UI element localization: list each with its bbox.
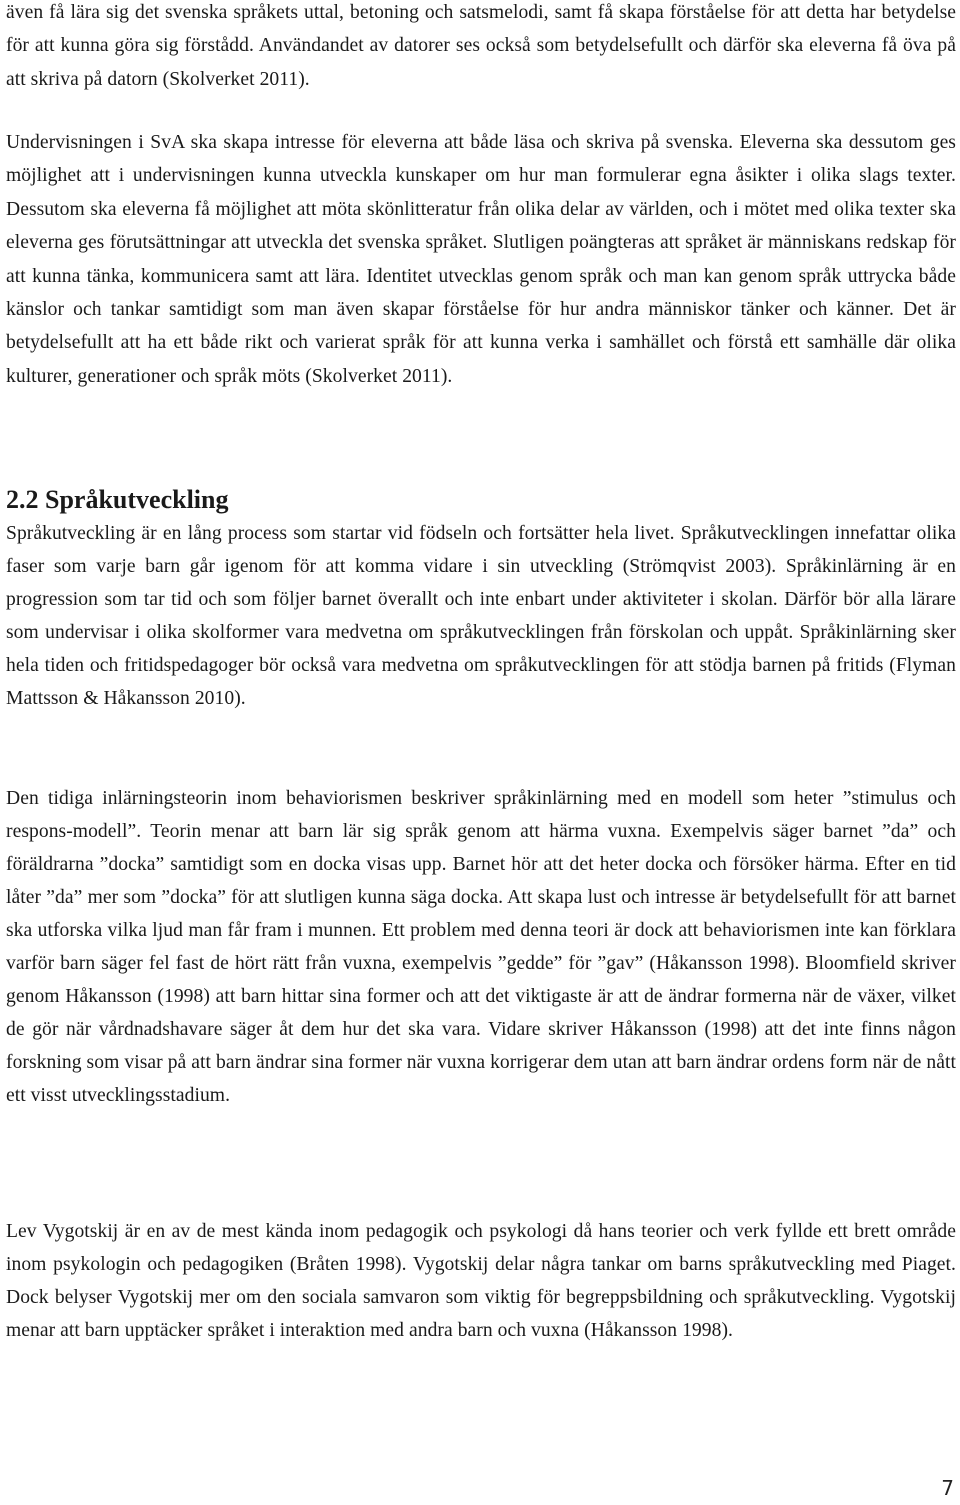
paragraph-vygotskij: Lev Vygotskij är en av de mest kända inom pedagogik och psykologi då hans teorier och verk fyllde ett brett område inom psykologin och pedagogiken (Bråten 1998). Vygotskij delar några tankar om barns språkutveckling med Piaget. Dock belyser Vygotskij mer om den sociala samvaron som viktig för begreppsbildning och språkutveckling. Vygotskij menar att barn upptäcker språket i interaktion med andra barn och vuxna (Håkansson 1998).: [6, 1221, 956, 1341]
paragraph-intro-continuation: även få lära sig det svenska språkets uttal, betoning och satsmelodi, samt få skapa förståelse för att detta har betydelse för att kunna göra sig förstådd. Användandet av datorer ses också som betydelsefullt och därför ska eleverna få öva på att skriva på datorn (Skolverket 2011).: [6, 2, 956, 90]
paragraph-sva-teaching: Undervisningen i SvA ska skapa intresse för eleverna att både läsa och skriva på svenska. Eleverna ska dessutom ges möjlighet att i undervisningen kunna utveckla kunskaper om hur man formulerar egna åsikter i olika slags texter. Dessutom ska eleverna få möjlighet att möta skönlitteratur från olika delar av världen, och i mötet med olika texter ska eleverna ges förutsättningar att utveckla det svenska språket. Slutligen poängteras att språket är människans redskap för att kunna tänka, kommunicera samt att lära. Identitet utvecklas genom språk och man kan genom språk uttrycka både känslor och tankar samtidigt som man även skapar förståelse för hur andra människor tänker och känner. Det är betydelsefullt att ha ett både rikt och varierat språk för att kunna verka i samhället och förstå ett samhälle där olika kulturer, generationer och språk möts (Skolverket 2011).: [6, 132, 956, 387]
page-number: 7: [941, 1476, 954, 1500]
paragraph-behaviorism: Den tidiga inlärningsteorin inom behaviorismen beskriver språkinlärning med en modell som heter ”stimulus och respons-modell”. Teorin menar att barn lär sig språk genom att härma vuxna. Exempelvis säger barnet ”da” och föräldrarna ”docka” samtidigt som en docka visas upp. Barnet hör att det heter docka och försöker härma. Efter en tid låter ”da” mer som ”docka” för att slutligen kunna säga docka. Att skapa lust och intresse är betydelsefullt för att barnet ska utforska vilka ljud man får fram i munnen. Ett problem med denna teori är dock att behaviorismen inte kan förklara varför barn säger fel fast de hört rätt från vuxna, exempelvis ”gedde” för ”gav” (Håkansson 1998). Bloomfield skriver genom Håkansson (1998) att barn hittar sina former och att det viktigaste är att de ändrar formerna när de växer, vilket de gör när vårdnadshavare säger åt dem hur det ska vara. Vidare skriver Håkansson (1998) att det inte finns någon forskning som visar på att barn ändrar sina former när vuxna korrigerar dem utan att barn ändrar ordens form när de nått ett visst utvecklingsstadium.: [6, 788, 956, 1106]
section-heading: 2.2 Språkutveckling: [6, 485, 229, 514]
paragraph-language-development: Språkutveckling är en lång process som startar vid födseln och fortsätter hela livet. Språkutvecklingen innefattar olika faser som varje barn går igenom för att komma vidare i sin utveckling (Strömqvist 2003). Språkinlärning är en progression som tar tid och som följer barnet överallt och inte enbart under aktiviteter i skolan. Därför bör alla lärare som undervisar i olika skolformer vara medvetna om språkutvecklingen från förskolan och uppåt. Språkinlärning sker hela tiden och fritidspedagoger bör också vara medvetna om språkutvecklingen för att stödja barnen på fritids (Flyman Mattsson & Håkansson 2010).: [6, 523, 956, 709]
